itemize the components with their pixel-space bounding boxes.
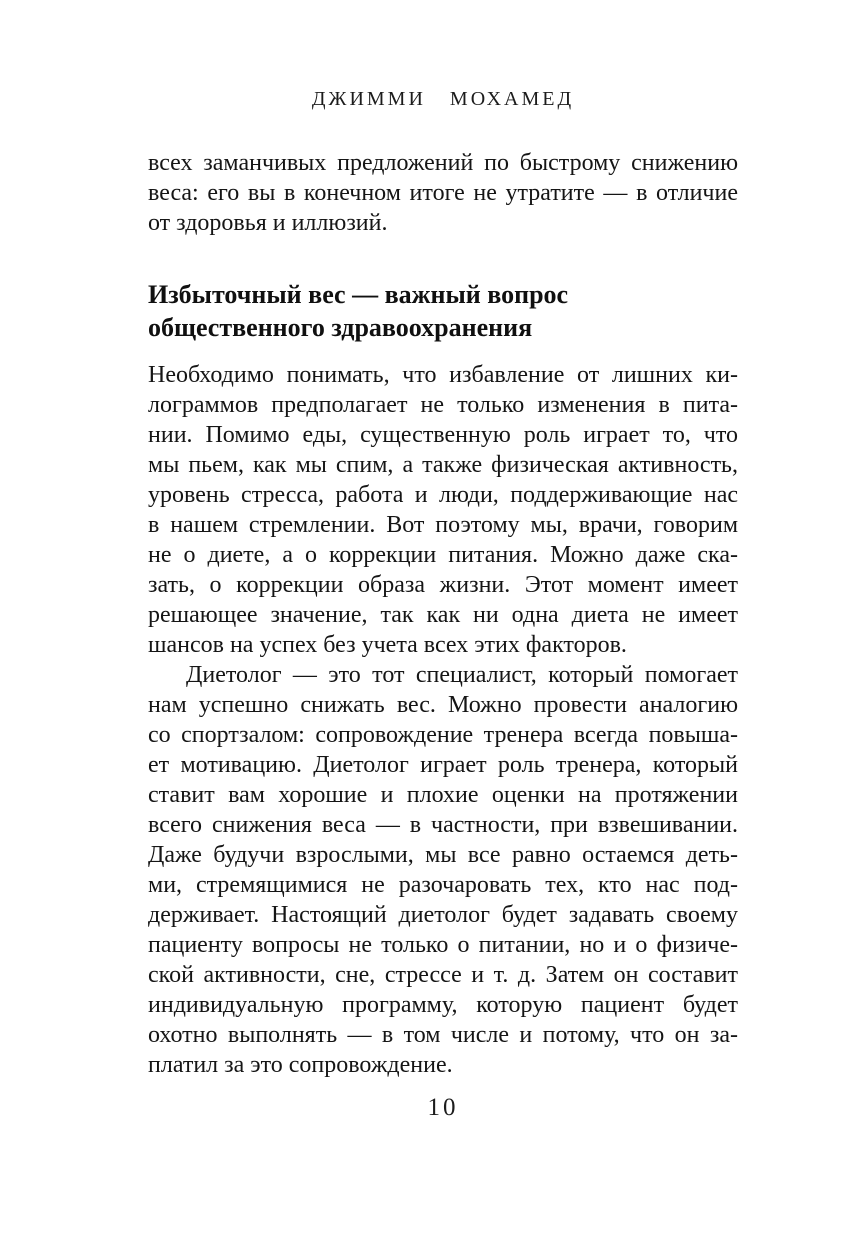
text-line: лограммов предполагает не только изменения в пита- xyxy=(148,392,738,418)
paragraph xyxy=(148,660,738,1080)
text-line: нам успешно снижать вес. Можно провести аналогию xyxy=(148,692,738,718)
text-line: охотно выполнять — в том числе и потому, что он за- xyxy=(148,1022,738,1048)
text-line: решающее значение, так как ни одна диета не имеет xyxy=(148,602,738,628)
page-number: 10 xyxy=(427,1094,459,1121)
text-line: всех заманчивых предложений по быстрому снижению xyxy=(148,150,738,176)
text-line: нии. Помимо еды, существенную роль играет то, что xyxy=(148,422,738,448)
section-heading-line-1: Избыточный вес — важный вопрос xyxy=(148,280,569,309)
section-heading xyxy=(148,278,738,344)
text-line: ми, стремящимися не разочаровать тех, кто нас под- xyxy=(148,872,738,898)
text-line: мы пьем, как мы спим, а также физическая активность, xyxy=(148,452,738,478)
section-heading-line-2: общественного здравоохранения xyxy=(148,313,533,342)
text-line: держивает. Настоящий диетолог будет задавать своему xyxy=(148,902,738,928)
text-line: Диетолог — это тот специалист, который помогает xyxy=(186,662,738,688)
paragraph xyxy=(148,360,738,660)
text-line: со спортзалом: сопровождение тренера всегда повыша- xyxy=(148,722,738,748)
text-line: уровень стресса, работа и люди, поддерживающие нас xyxy=(148,482,738,508)
text-line: всего снижения веса — в частности, при взвешивании. xyxy=(148,812,738,838)
text-line: платил за это сопровождение. xyxy=(148,1052,453,1078)
text-line: Даже будучи взрослыми, мы все равно остаемся деть- xyxy=(148,842,738,868)
text-line: индивидуальную программу, которую пациент будет xyxy=(148,992,738,1018)
text-line: не о диете, а о коррекции питания. Можно даже ска- xyxy=(148,542,738,568)
text-line: в нашем стремлении. Вот поэтому мы, врачи, говорим xyxy=(148,512,738,538)
running-header: ДЖИММИ МОХАМЕД xyxy=(311,88,575,110)
text-line: Необходимо понимать, что избавление от лишних ки- xyxy=(148,362,738,388)
paragraph-continuation xyxy=(148,148,738,238)
text-line: зать, о коррекции образа жизни. Этот момент имеет xyxy=(148,572,738,598)
text-line: ской активности, сне, стрессе и т. д. Затем он составит xyxy=(148,962,738,988)
text-line: веса: его вы в конечном итоге не утратите — в отличие xyxy=(148,180,738,206)
text-line: пациенту вопросы не только о питании, но и о физиче- xyxy=(148,932,738,958)
text-line: шансов на успех без учета всех этих факторов. xyxy=(148,632,627,658)
text-line: от здоровья и иллюзий. xyxy=(148,210,388,236)
text-line: ет мотивацию. Диетолог играет роль тренера, который xyxy=(148,752,738,778)
text-line: ставит вам хорошие и плохие оценки на протяжении xyxy=(148,782,738,808)
